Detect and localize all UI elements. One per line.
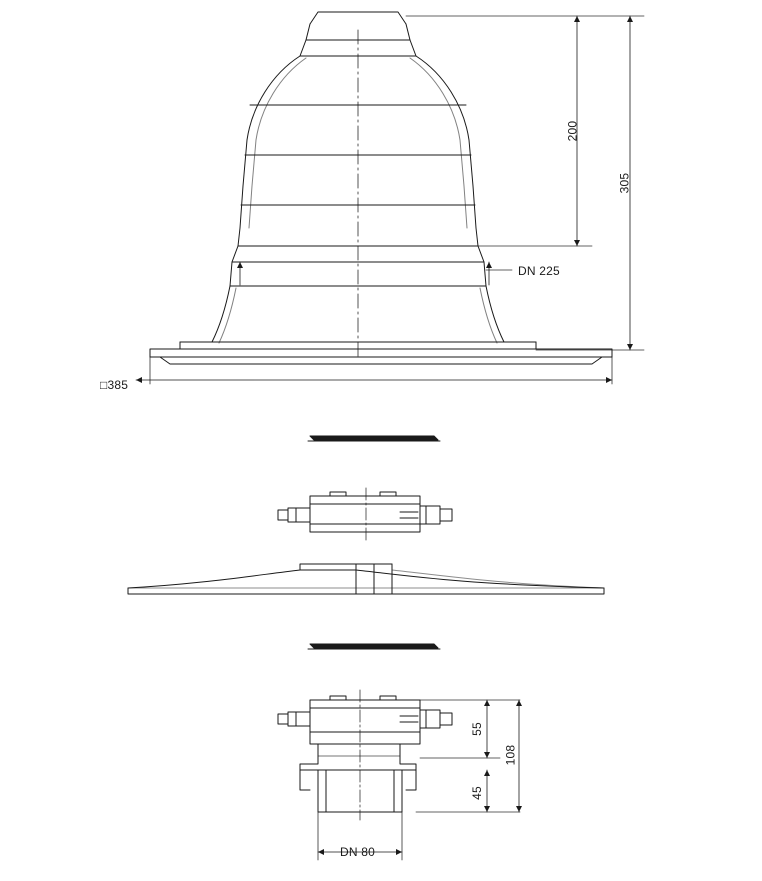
view-drain-body-2 [278,690,452,820]
dimension-lines-top [136,16,644,384]
view-top-assembly [150,12,612,364]
view-seal-strip-1 [308,436,440,441]
view-drain-body-1 [278,488,452,540]
dimension-label-dn80: DN 80 [340,845,376,859]
view-seal-strip-2 [308,644,440,649]
dimension-label-200: 200 [565,120,580,142]
dimension-label-dn225: DN 225 [518,264,560,278]
dimension-label-45: 45 [469,786,484,800]
dimension-label-305: 305 [617,172,632,194]
dimension-label-385: □385 [100,378,129,392]
view-flange-sheet [128,564,604,594]
dimension-label-108: 108 [503,744,518,766]
dimension-label-55: 55 [469,722,484,736]
